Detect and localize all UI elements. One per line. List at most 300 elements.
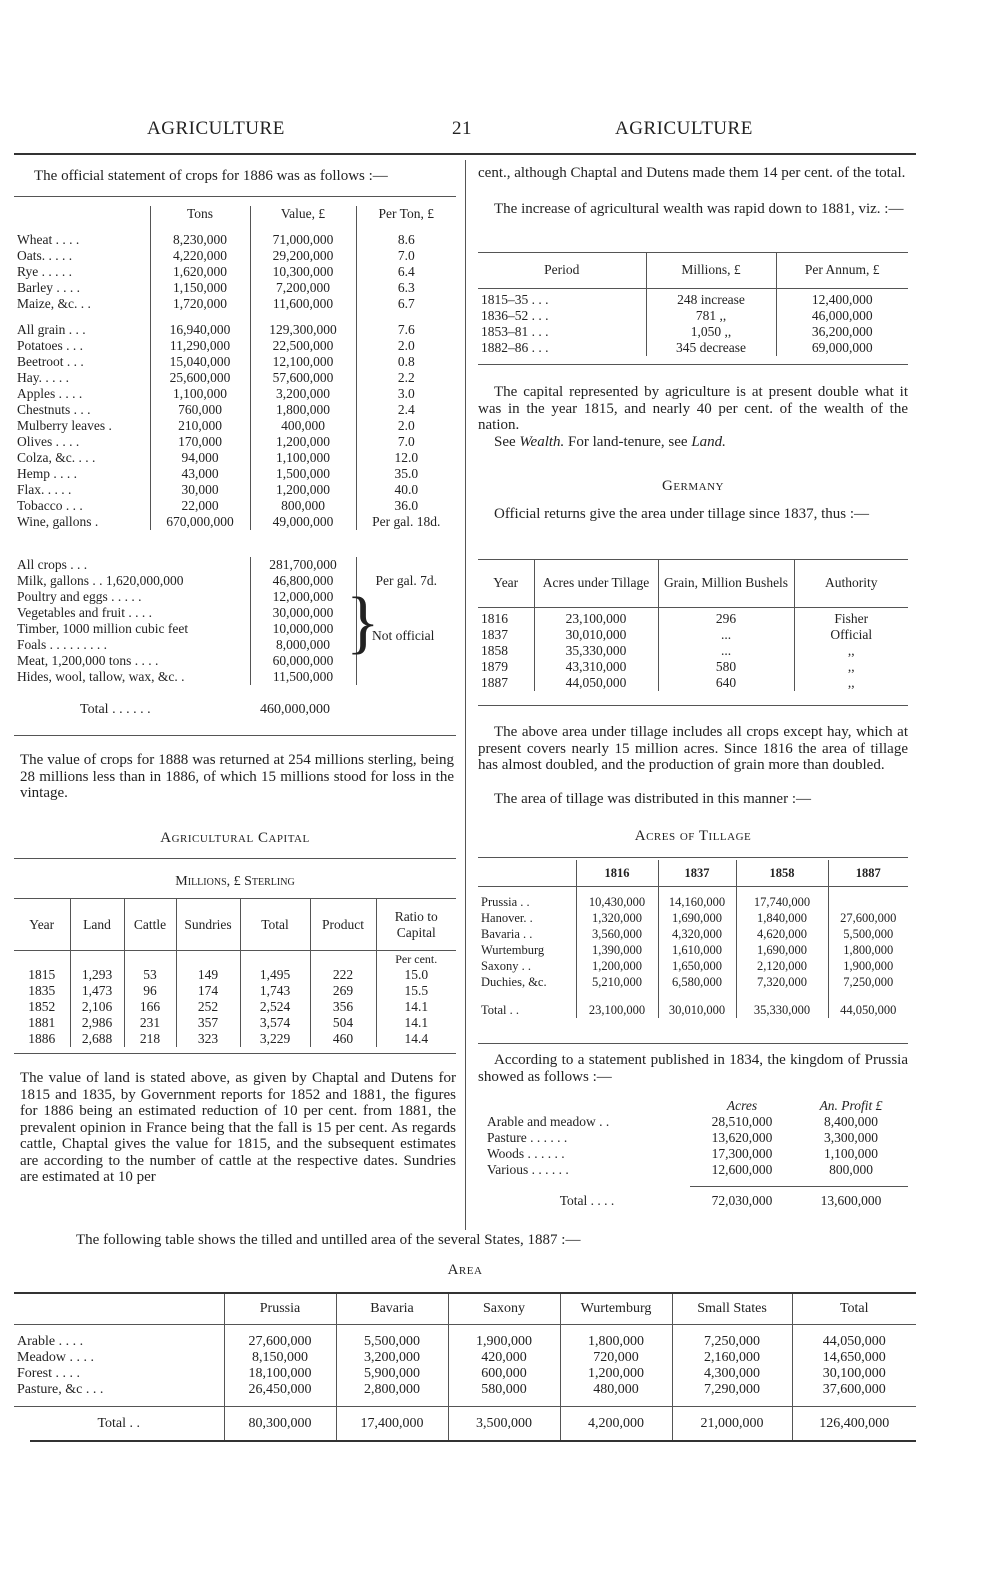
table-cell: 2.0: [356, 418, 456, 434]
table-cell: [250, 312, 356, 322]
col-header: [14, 206, 150, 232]
column-divider: [465, 160, 466, 1230]
table-cell: 2,160,000: [672, 1350, 792, 1366]
row-label: Hemp . . . .: [17, 466, 77, 481]
row-label: Potatoes . . .: [17, 338, 83, 353]
table-cell: 17,300,000: [711, 1146, 773, 1161]
table-cell: 94,000: [150, 450, 250, 466]
table-cell: 6.4: [356, 264, 456, 280]
table-row: [478, 894, 908, 910]
table-row: [14, 264, 456, 280]
tillage-para-1: The above area under tillage includes all crops except hay, which at present covers nearly 15 million acres. Since 1816 the area of tillage has almost doubled, and the production of grain more than doubled.: [478, 724, 908, 773]
table-cell: 3,300,000: [824, 1130, 878, 1145]
table-cell: 6.7: [356, 296, 456, 312]
table-row: [14, 466, 456, 482]
row-label: 1815: [28, 967, 56, 982]
table-row: [484, 1130, 908, 1146]
link-wealth[interactable]: Wealth.: [519, 434, 565, 450]
row-label: Woods . . . . . .: [487, 1146, 565, 1161]
table-cell: 44,050,000: [534, 675, 658, 691]
table-cell: 17,740,000: [736, 894, 828, 910]
table-cell: 248 increase: [646, 292, 776, 308]
row-label: Olives . . . .: [17, 434, 80, 449]
table-cell: 670,000,000: [150, 514, 250, 530]
land-value-para: The value of land is stated above, as given by Chaptal and Dutens for 1815 and 1835, by Government reports for 1852 and 1881, the figures for 1886 being an estimated reduction of 10 per cent. from 1881, the prevalent opinion in France being that the fall is 15 per cent. As regards cattle, Chaptal gives the value for 1815, and the subsequent estimates are according to the number of cattle at the respective dates. Sundries are estimated at 10 per: [20, 1070, 456, 1185]
row-label: 1815–35 . . .: [481, 292, 549, 307]
table-cell: 3,229: [240, 1031, 310, 1047]
table-cell: 15,040,000: [150, 354, 250, 370]
table-cell: Official: [794, 627, 908, 643]
row-label: Meadow . . . .: [17, 1350, 94, 1365]
row-label: All grain . . .: [17, 322, 86, 337]
table-row: [478, 611, 908, 627]
table-cell: 323: [176, 1031, 240, 1047]
table-row: [478, 974, 908, 990]
table-cell: 30,000,000: [250, 605, 356, 621]
row-label: 1858: [481, 643, 508, 658]
table-row: [14, 1015, 456, 1031]
table-cell: 11,600,000: [250, 296, 356, 312]
row-label: 1852: [28, 999, 56, 1014]
table-row: [478, 926, 908, 942]
table-row: [14, 450, 456, 466]
col-header: Per Annum, £: [776, 252, 908, 288]
see-mid: For land-tenure, see: [568, 434, 688, 450]
table-cell: 22,000: [150, 498, 250, 514]
row-label: 1853–81 . . .: [481, 324, 549, 339]
table-cell: 53: [124, 967, 176, 983]
table-row: [14, 338, 456, 354]
table-cell: 1,150,000: [150, 280, 250, 296]
table-cell: 27,600,000: [224, 1334, 336, 1350]
row-label: Bavaria . .: [481, 927, 533, 941]
table-cell: 12,400,000: [776, 292, 908, 308]
table-cell: 7,320,000: [736, 974, 828, 990]
row-label: Wheat . . . .: [17, 232, 80, 247]
col-header: Total: [792, 1294, 916, 1324]
table-cell: 71,000,000: [250, 232, 356, 248]
continuation-para: cent., although Chaptal and Dutens made them 14 per cent. of the total.: [478, 165, 906, 181]
table-row: [14, 573, 456, 589]
table-cell: 2.2: [356, 370, 456, 386]
col-header: Year: [29, 916, 55, 932]
table-cell: 16,940,000: [150, 322, 250, 338]
row-label: Hides, wool, tallow, wax, &c. .: [17, 669, 185, 684]
col-header: Wurtemburg: [560, 1294, 672, 1324]
table-cell: 69,000,000: [776, 340, 908, 356]
table-cell: 1,900,000: [448, 1334, 560, 1350]
area-title: Area: [447, 1262, 483, 1278]
table-cell: 2.0: [356, 338, 456, 354]
table-row: [14, 1350, 916, 1366]
table-cell: 3,200,000: [336, 1350, 448, 1366]
table-cell: 15.5: [376, 983, 456, 999]
row-label: [14, 312, 150, 322]
table-cell: 1,100,000: [250, 450, 356, 466]
table-cell: 10,000,000: [250, 621, 356, 637]
row-label: 1836–52 . . .: [481, 308, 549, 323]
table-cell: 37,600,000: [792, 1382, 916, 1398]
row-label: Meat, 1,200,000 tons . . . .: [17, 653, 159, 668]
table-row: [14, 248, 456, 264]
row-label: Milk, gallons . . 1,620,000,000: [17, 573, 184, 588]
crops-table: [14, 206, 456, 530]
col-header: Sundries: [176, 899, 240, 951]
table-row: [14, 653, 456, 669]
table-cell: 8,150,000: [224, 1350, 336, 1366]
table-cell: 6,580,000: [658, 974, 736, 990]
table-cell: 1,200,000: [576, 958, 658, 974]
table-row: [478, 659, 908, 675]
table-cell: 10,430,000: [576, 894, 658, 910]
row-label: Beetroot . . .: [17, 354, 84, 369]
table-cell: 43,310,000: [534, 659, 658, 675]
table-cell: 5,900,000: [336, 1366, 448, 1382]
table-cell: 1,200,000: [250, 434, 356, 450]
area-intro: The following table shows the tilled and untilled area of the several States, 1887 :—: [76, 1232, 581, 1248]
table-cell: 35,330,000: [534, 643, 658, 659]
table-cell: 7,200,000: [250, 280, 356, 296]
table-cell: 1,100,000: [824, 1146, 878, 1161]
table-row: [14, 434, 456, 450]
row-label: All crops . . .: [17, 557, 88, 572]
rule: [478, 705, 908, 706]
table-cell: 72,030,000: [711, 1193, 773, 1209]
rule: [14, 858, 456, 859]
row-label: Wurtemburg: [481, 943, 545, 957]
row-label: Hay. . . . .: [17, 370, 69, 385]
col-header: Acres: [726, 1098, 758, 1113]
row-label: Chestnuts . . .: [17, 402, 91, 417]
acres-title: Acres of Tillage: [634, 828, 752, 844]
table-cell: [356, 669, 456, 685]
rule: [14, 1053, 456, 1054]
table-row: [14, 1334, 916, 1350]
table-row: [14, 1031, 456, 1047]
table-row: [478, 675, 908, 691]
table-row: [14, 370, 456, 386]
row-label: Arable and meadow . .: [487, 1114, 610, 1129]
table-cell: 1,620,000: [150, 264, 250, 280]
page-number: 21: [452, 118, 472, 139]
table-row: [14, 557, 456, 573]
table-cell: 1,320,000: [576, 910, 658, 926]
row-label: Mulberry leaves .: [17, 418, 112, 433]
table-cell: 4,320,000: [658, 926, 736, 942]
running-header-right: AGRICULTURE: [615, 118, 753, 139]
table-cell: 11,500,000: [250, 669, 356, 685]
table-cell: 2,106: [70, 999, 124, 1015]
table-cell: 480,000: [560, 1382, 672, 1398]
table-cell: 14.1: [376, 1015, 456, 1031]
table-cell: 17,400,000: [336, 1406, 448, 1442]
table-cell: 269: [310, 983, 376, 999]
table-row: [14, 514, 456, 530]
table-cell: 1,840,000: [736, 910, 828, 926]
table-cell: 174: [176, 983, 240, 999]
rule: [478, 1043, 908, 1044]
table-row: [14, 296, 456, 312]
table-row: [14, 402, 456, 418]
row-label: 1887: [481, 675, 508, 690]
col-header: Land: [70, 899, 124, 951]
table-row: [14, 354, 456, 370]
row-label: Flax. . . . .: [17, 482, 72, 497]
table-row: [14, 312, 456, 322]
table-row: [14, 1382, 916, 1398]
table-cell: 12,000,000: [250, 589, 356, 605]
table-cell: 11,290,000: [150, 338, 250, 354]
table-cell: 12,600,000: [711, 1162, 773, 1177]
prussia-table: [484, 1098, 908, 1216]
row-label: Oats. . . . .: [17, 248, 73, 263]
increase-para: The increase of agricultural wealth was rapid down to 1881, viz. :—: [494, 201, 904, 217]
table-cell: Per gal. 18d.: [356, 514, 456, 530]
row-label: Various . . . . . .: [487, 1162, 569, 1177]
period-table: [478, 252, 908, 356]
rule: [14, 735, 456, 736]
germany-para: Official returns give the area under tillage since 1837, thus :—: [494, 506, 870, 522]
table-cell: 1,200,000: [250, 482, 356, 498]
table-cell: 800,000: [250, 498, 356, 514]
table-cell: 4,620,000: [736, 926, 828, 942]
row-label: Timber, 1000 million cubic feet: [17, 621, 189, 636]
table-row: [14, 999, 456, 1015]
table-cell: [356, 557, 456, 573]
table-row: [14, 280, 456, 296]
row-label: Vegetables and fruit . . . .: [17, 605, 152, 620]
table-row: [478, 942, 908, 958]
table-cell: 7.0: [356, 248, 456, 264]
table-row: [14, 605, 456, 621]
crops-table-2: [14, 557, 456, 685]
table-cell: 222: [310, 967, 376, 983]
table-cell: 345 decrease: [646, 340, 776, 356]
table-cell: 14.4: [376, 1031, 456, 1047]
table-cell: 8,400,000: [824, 1114, 878, 1129]
table-row: [14, 669, 456, 685]
table-cell: 3,200,000: [250, 386, 356, 402]
row-label: Total . .: [481, 1003, 520, 1017]
table-cell: 166: [124, 999, 176, 1015]
col-header: Cattle: [124, 899, 176, 951]
table-cell: 357: [176, 1015, 240, 1031]
crops-total-label: Total . . . . . .: [80, 702, 151, 717]
col-header: 1837: [658, 860, 736, 886]
see-prefix: See: [494, 434, 516, 450]
table-cell: 46,800,000: [250, 573, 356, 589]
table-cell: 23,100,000: [576, 1002, 658, 1018]
table-cell: 14,160,000: [658, 894, 736, 910]
table-cell: 1,495: [240, 967, 310, 983]
table-cell: 7.6: [356, 322, 456, 338]
table-cell: 3,500,000: [448, 1406, 560, 1442]
table-row: [478, 340, 908, 356]
link-land[interactable]: Land.: [691, 434, 726, 450]
table-row: [14, 232, 456, 248]
table-cell: 36.0: [356, 498, 456, 514]
col-header: Grain, Million Bushels: [658, 559, 794, 607]
table-cell: 781 ,,: [646, 308, 776, 324]
row-label: Total . .: [97, 1416, 141, 1432]
table-cell: 1,473: [70, 983, 124, 999]
table-cell: 40.0: [356, 482, 456, 498]
table-cell: 7,250,000: [828, 974, 908, 990]
table-cell: 8.6: [356, 232, 456, 248]
table-cell: 22,500,000: [250, 338, 356, 354]
table-cell: 760,000: [150, 402, 250, 418]
brace: }: [346, 584, 380, 661]
table-cell: 4,200,000: [560, 1406, 672, 1442]
table-cell: 1,720,000: [150, 296, 250, 312]
table-cell: 25,600,000: [150, 370, 250, 386]
table-cell: 580: [658, 659, 794, 675]
row-label: Rye . . . . .: [17, 264, 72, 279]
table-cell: 13,620,000: [711, 1130, 773, 1145]
table-cell: 7,290,000: [672, 1382, 792, 1398]
table-cell: [150, 312, 250, 322]
col-header: An. Profit £: [819, 1098, 883, 1113]
col-header: Product: [310, 899, 376, 951]
table-cell: 1,800,000: [828, 942, 908, 958]
table-cell: 296: [658, 611, 794, 627]
table-row: [478, 643, 908, 659]
row-label: Barley . . . .: [17, 280, 80, 295]
table-cell: 13,600,000: [820, 1193, 882, 1209]
table-cell: 5,210,000: [576, 974, 658, 990]
table-cell: 149: [176, 967, 240, 983]
table-cell: 57,600,000: [250, 370, 356, 386]
table-cell: 2.4: [356, 402, 456, 418]
table-cell: 8,230,000: [150, 232, 250, 248]
table-cell: 28,510,000: [711, 1114, 773, 1129]
header-rule: [14, 153, 916, 155]
table-cell: 3.0: [356, 386, 456, 402]
col-header: 1816: [576, 860, 658, 886]
table-cell: 504: [310, 1015, 376, 1031]
row-label: 1882–86 . . .: [481, 340, 549, 355]
table-cell: ,,: [794, 659, 908, 675]
table-cell: ,,: [794, 643, 908, 659]
col-header: Saxony: [448, 1294, 560, 1324]
table-cell: 640: [658, 675, 794, 691]
capital-subtitle: Millions, £ Sterling: [175, 874, 295, 889]
row-label: Prussia . .: [481, 895, 530, 909]
row-label: Arable . . . .: [17, 1334, 84, 1349]
table-cell: 35.0: [356, 466, 456, 482]
row-label: Foals . . . . . . . . .: [17, 637, 108, 652]
table-row: [478, 910, 908, 926]
table-row: [478, 627, 908, 643]
table-cell: 218: [124, 1031, 176, 1047]
tillage-para-2: The area of tillage was distributed in this manner :—: [494, 791, 811, 807]
col-header: Authority: [794, 559, 908, 607]
row-label: Duchies, &c.: [481, 975, 547, 989]
total-row: [484, 1186, 908, 1216]
col-header: Total: [240, 899, 310, 951]
col-header: Year: [493, 574, 519, 590]
row-label: 1816: [481, 611, 508, 626]
acres-table: [478, 860, 908, 1018]
crops-total-value: 460,000,000: [260, 702, 330, 717]
table-cell: 35,330,000: [736, 1002, 828, 1018]
not-official-note: Not official: [372, 628, 435, 643]
table-cell: 10,300,000: [250, 264, 356, 280]
table-cell: 12.0: [356, 450, 456, 466]
table-row: [484, 1162, 908, 1178]
row-label: Forest . . . .: [17, 1366, 80, 1381]
total-row: [14, 1406, 916, 1442]
row-label: 1879: [481, 659, 508, 674]
table-cell: 7,250,000: [672, 1334, 792, 1350]
table-row: [478, 958, 908, 974]
table-cell: 210,000: [150, 418, 250, 434]
table-cell: 356: [310, 999, 376, 1015]
row-label: Colza, &c. . . .: [17, 450, 96, 465]
table-row: [14, 967, 456, 983]
row-label: Wine, gallons .: [17, 514, 99, 529]
table-cell: 30,010,000: [534, 627, 658, 643]
table-cell: 1,100,000: [150, 386, 250, 402]
table-cell: 27,600,000: [828, 910, 908, 926]
table-cell: 720,000: [560, 1350, 672, 1366]
row-label: Tobacco . . .: [17, 498, 83, 513]
crops-intro: The official statement of crops for 1886 was as follows :—: [34, 168, 388, 184]
col-header: Per Ton, £: [356, 206, 456, 232]
value-1888-para: The value of crops for 1888 was returned at 254 millions sterling, being 28 millions less than in 1886, of which 15 millions stood for loss in the vintage.: [20, 752, 454, 801]
rule: [30, 1440, 916, 1442]
row-label: Saxony . .: [481, 959, 531, 973]
row-label: Maize, &c. . .: [17, 296, 91, 311]
table-cell: 5,500,000: [336, 1334, 448, 1350]
table-cell: Fisher: [794, 611, 908, 627]
table-cell: 14,650,000: [792, 1350, 916, 1366]
table-cell: [356, 312, 456, 322]
table-cell: 26,450,000: [224, 1382, 336, 1398]
table-row: [14, 322, 456, 338]
table-cell: 800,000: [829, 1162, 873, 1177]
table-cell: 0.8: [356, 354, 456, 370]
table-cell: 6.3: [356, 280, 456, 296]
table-cell: 8,000,000: [250, 637, 356, 653]
col-header: Prussia: [224, 1294, 336, 1324]
table-cell: 420,000: [448, 1350, 560, 1366]
row-label: Pasture . . . . . .: [487, 1130, 568, 1145]
table-cell: 12,100,000: [250, 354, 356, 370]
table-cell: 580,000: [448, 1382, 560, 1398]
unit-note: Per cent.: [376, 951, 456, 968]
capital-table: [14, 898, 456, 1047]
table-cell: 281,700,000: [250, 557, 356, 573]
table-cell: 3,574: [240, 1015, 310, 1031]
table-row: [478, 324, 908, 340]
table-cell: 44,050,000: [828, 1002, 908, 1018]
table-cell: 1,200,000: [560, 1366, 672, 1382]
table-row: [14, 386, 456, 402]
col-header: Acres under Tillage: [534, 559, 658, 607]
table-row: [14, 983, 456, 999]
row-label: Poultry and eggs . . . . .: [17, 589, 142, 604]
row-label: Total . . . .: [559, 1193, 615, 1208]
table-cell: 170,000: [150, 434, 250, 450]
row-label: 1835: [28, 983, 56, 998]
col-header: Ratio to Capital: [376, 899, 456, 951]
table-cell: 1,800,000: [250, 402, 356, 418]
table-cell: 30,010,000: [658, 1002, 736, 1018]
table-cell: 4,300,000: [672, 1366, 792, 1382]
table-cell: ,,: [794, 675, 908, 691]
table-cell: 44,050,000: [792, 1334, 916, 1350]
